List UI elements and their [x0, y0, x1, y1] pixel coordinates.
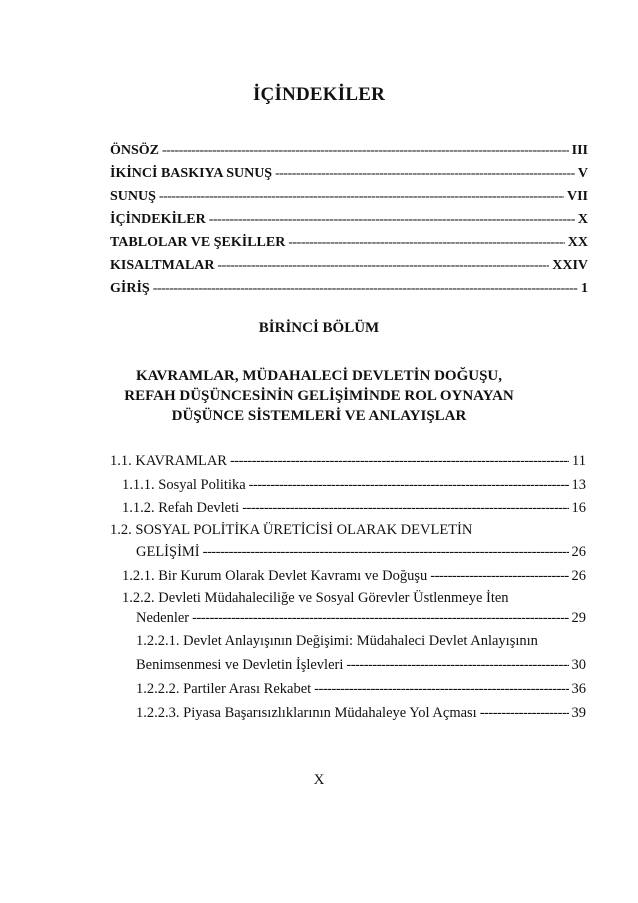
part-title: BİRİNCİ BÖLÜM	[258, 320, 380, 336]
toc-entry-page: III	[571, 143, 588, 158]
toc-entry-label: GİRİŞ	[110, 281, 150, 296]
toc-entry-page: 29	[571, 610, 586, 626]
toc-entry-label: ÖNSÖZ	[110, 143, 160, 158]
toc-entry-1-2-2-2	[136, 680, 586, 698]
dot-leader	[275, 165, 575, 183]
dot-leader	[230, 452, 569, 470]
toc-entry-label: Nedenler	[136, 610, 190, 626]
dot-leader	[218, 257, 550, 275]
toc-entry-1-2	[136, 543, 586, 561]
dot-leader	[314, 680, 568, 698]
toc-entry-label: 1.2.2.2. Partiler Arası Rekabet	[136, 681, 312, 697]
toc-entry-ikinci-baskiya-sunus	[110, 165, 588, 183]
toc-entry-1-2-2-3	[136, 704, 586, 722]
toc-entry-label: İKİNCİ BASKIYA SUNUŞ	[110, 166, 273, 181]
toc-entry-1-2-2-1	[136, 656, 586, 674]
toc-entry-page: 13	[571, 477, 586, 493]
toc-entry-page: 36	[571, 681, 586, 697]
toc-entry-page: V	[577, 166, 588, 181]
toc-entry-page: XXIV	[552, 258, 588, 273]
toc-entry-onsoz	[110, 142, 588, 160]
toc-entry-label: SUNUŞ	[110, 189, 156, 204]
toc-entry-page: XX	[567, 235, 588, 250]
toc-entry-page: 11	[572, 453, 586, 469]
dot-leader	[153, 280, 578, 298]
toc-entry-label: Benimsenmesi ve Devletin İşlevleri	[136, 657, 344, 673]
toc-entry-1-2-2-1-line1: 1.2.2.1. Devlet Anlayışının Değişimi: Müdahaleci Devlet Anlayışının	[136, 633, 538, 649]
toc-entry-page: 39	[571, 705, 586, 721]
toc-entry-tablolar	[110, 234, 588, 252]
page-title: İÇİNDEKİLER	[252, 84, 386, 105]
toc-entry-label: 1.1.2. Refah Devleti	[122, 500, 240, 516]
toc-entry-1-2-1	[122, 567, 586, 585]
toc-entry-giris	[110, 280, 588, 298]
toc-entry-sunus	[110, 188, 588, 206]
toc-entry-page: 16	[571, 500, 586, 516]
toc-entry-1-2-2-line1: 1.2.2. Devleti Müdahaleciliğe ve Sosyal Görevler Üstlenmeye İten	[122, 590, 509, 606]
toc-entry-1-1	[110, 452, 586, 470]
toc-entry-page: VII	[566, 189, 588, 204]
dot-leader	[162, 142, 569, 160]
dot-leader	[288, 234, 564, 252]
toc-entry-label: 1.2.1. Bir Kurum Olarak Devlet Kavramı ve Doğuşu	[122, 568, 428, 584]
toc-entry-page: 26	[571, 568, 586, 584]
toc-entry-label: GELİŞİMİ	[136, 544, 200, 560]
dot-leader	[249, 476, 569, 494]
toc-entry-label: KISALTMALAR	[110, 258, 215, 273]
toc-entry-label: İÇİNDEKİLER	[110, 212, 206, 227]
toc-entry-1-1-2	[122, 499, 586, 517]
dot-leader	[209, 211, 575, 229]
dot-leader	[346, 656, 568, 674]
dot-leader	[430, 567, 568, 585]
toc-entry-1-2-2	[136, 609, 586, 627]
dot-leader	[203, 543, 569, 561]
toc-entry-label: 1.1.1. Sosyal Politika	[122, 477, 246, 493]
part-subtitle-line: KAVRAMLAR, MÜDAHALECİ DEVLETİN DOĞUŞU,	[135, 368, 502, 384]
page-number-footer: X	[313, 772, 325, 788]
toc-entry-page: 1	[581, 281, 588, 296]
toc-entry-kisaltmalar	[110, 257, 588, 275]
toc-entry-1-2-line1: 1.2. SOSYAL POLİTİKA ÜRETİCİSİ OLARAK DEVLETİN	[110, 522, 473, 538]
part-subtitle-line: REFAH DÜŞÜNCESİNİN GELİŞİMİNDE ROL OYNAYAN	[124, 388, 514, 404]
toc-entry-page: 26	[571, 544, 586, 560]
toc-entry-1-1-1	[122, 476, 586, 494]
toc-entry-label: TABLOLAR VE ŞEKİLLER	[110, 235, 286, 250]
part-subtitle	[0, 366, 638, 426]
toc-entry-label: 1.1. KAVRAMLAR	[110, 453, 227, 469]
dot-leader	[192, 609, 568, 627]
toc-entry-page: X	[577, 212, 588, 227]
part-subtitle-line: DÜŞÜNCE SİSTEMLERİ VE ANLAYIŞLAR	[171, 408, 467, 424]
dot-leader	[242, 499, 568, 517]
toc-entry-icindekiler	[110, 211, 588, 229]
dot-leader	[159, 188, 564, 206]
toc-entry-label: 1.2.2.3. Piyasa Başarısızlıklarının Müdahaleye Yol Açması	[136, 705, 477, 721]
toc-entry-page: 30	[571, 657, 586, 673]
dot-leader	[480, 704, 569, 722]
